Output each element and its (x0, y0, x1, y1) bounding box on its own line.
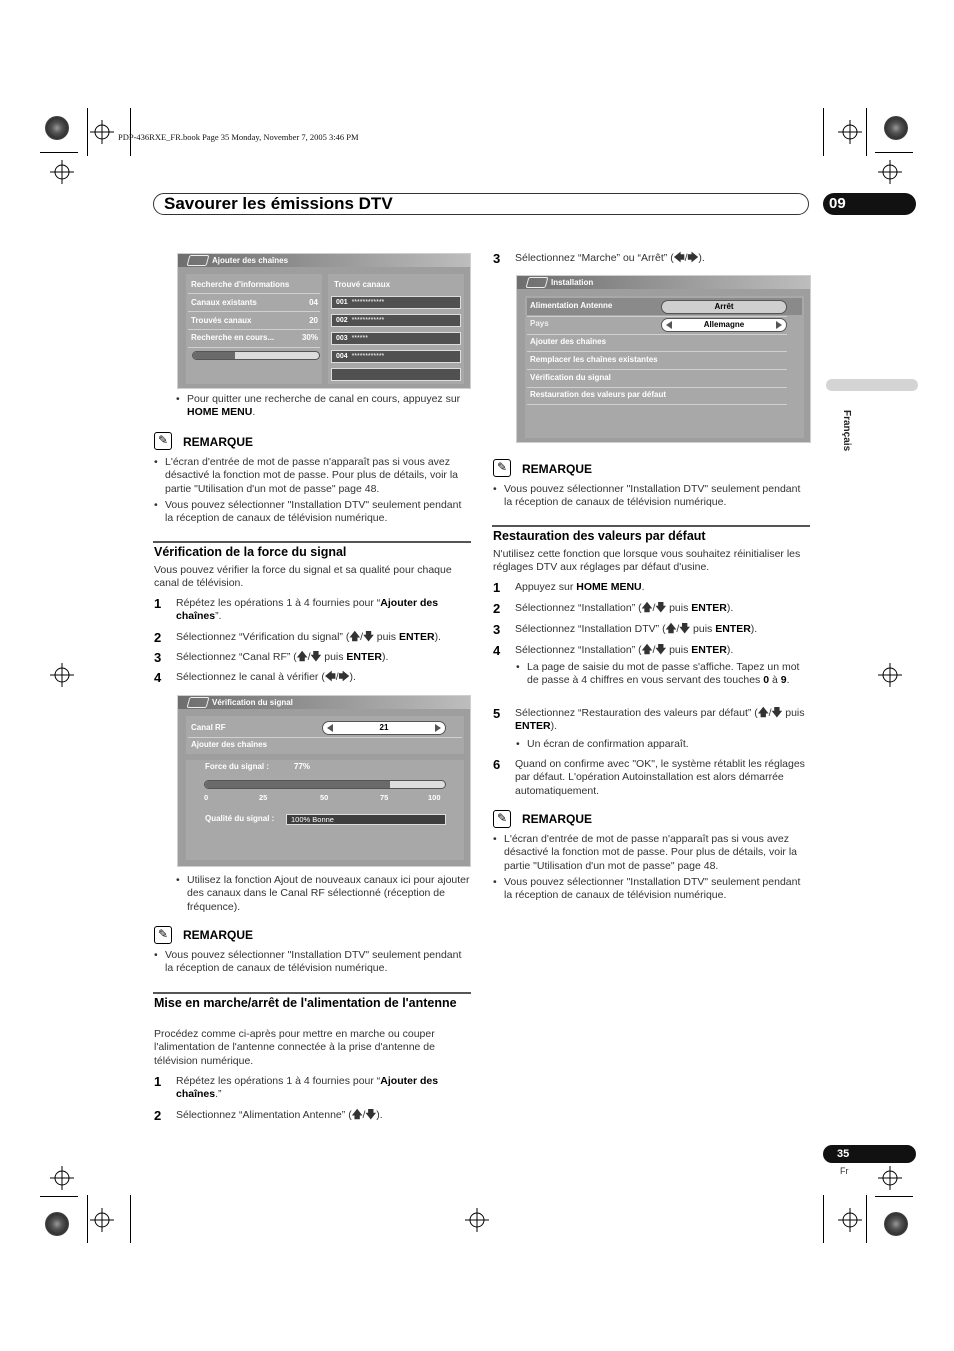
step-text-part: puis (666, 602, 692, 614)
step-text-part: / (676, 623, 680, 635)
step-text-part: Sélectionnez “Marche” ou “Arrêt” ( (515, 252, 674, 264)
crosshair-icon (90, 120, 114, 144)
step-text-part: puis (690, 623, 716, 635)
crosshair-icon (50, 160, 74, 184)
screen-title: Installation (517, 276, 810, 289)
step-text: Quand on confirme avec "OK", le système rétablit les réglages par défaut. L'opération Autoinstallation est alors démarrée automatiquement. (515, 758, 805, 797)
scale-tick: 50 (320, 793, 329, 802)
crosshair-icon (50, 1166, 74, 1190)
screen-title: Ajouter des chaînes (178, 254, 470, 267)
step-number: 1 (154, 596, 162, 611)
step-text (176, 597, 471, 624)
channel-row (331, 350, 461, 363)
arrow-up-icon: 🡅 (351, 1109, 363, 1121)
arrow-up-icon: 🡅 (665, 623, 677, 635)
section-intro: N'utilisez cette fonction que lorsque vous souhaitez réinitialiser les réglages DTV aux réglages par défaut d'usine. (493, 548, 801, 574)
step-text (515, 252, 810, 265)
arrow-right-icon (435, 724, 441, 732)
step-text-part: Sélectionnez “Canal RF” ( (176, 651, 297, 663)
section-rule (153, 992, 471, 994)
menu-item-antenna-power: Alimentation Antenne (530, 301, 613, 310)
step-number: 6 (493, 757, 501, 772)
menu-item-country: Pays (530, 319, 549, 328)
bullet-item (187, 393, 471, 420)
section-intro: Procédez comme ci-après pour mettre en marche ou couper l'alimentation de l'antenne connectée à la prise d'antenne de télévision numérique. (154, 1028, 435, 1067)
crosshair-icon (465, 1208, 489, 1232)
signal-quality-value: 100% Bonne (286, 814, 446, 825)
step-text (176, 631, 471, 644)
note-pencil-icon: ✎ (154, 432, 172, 450)
channel-number: 003 (336, 335, 348, 342)
bullet-item (187, 874, 471, 914)
crop-line (87, 1195, 88, 1243)
section-title-restore: Restauration des valeurs par défaut (493, 529, 706, 543)
arrow-up-icon: 🡅 (641, 602, 653, 614)
step-text (515, 581, 810, 594)
step-text-part: ). (434, 631, 441, 643)
channel-name: ************ (351, 299, 385, 306)
scale-tick: 75 (380, 793, 389, 802)
arrow-left-icon (666, 321, 672, 329)
section-intro: Vous pouvez vérifier la force du signal et sa qualité pour chaque canal de télévision. (154, 564, 452, 590)
signal-strength-label: Force du signal : (205, 762, 270, 771)
antenna-power-value: Arrêt (661, 300, 787, 314)
step-text-part: / (652, 602, 656, 614)
arrow-right-icon: 🡆 (687, 252, 699, 264)
note-heading: REMARQUE (183, 928, 254, 942)
arrow-right-icon: 🡆 (338, 671, 350, 683)
step-text-part: / (652, 644, 656, 656)
step-text-part: Sélectionnez “Installation” ( (515, 602, 642, 614)
tv-screen-icon (526, 277, 549, 288)
menu-item-replace-channels: Remplacer les chaînes existantes (530, 355, 658, 364)
step-text (176, 651, 471, 664)
info-row-value: 04 (309, 298, 318, 307)
key-enter: ENTER (715, 623, 751, 635)
section-rule (492, 525, 810, 527)
step-text-part: ). (750, 623, 758, 635)
key-enter: ENTER (515, 720, 551, 733)
key-digit: 9 (780, 674, 787, 687)
sub-bullet-text: à (769, 674, 781, 687)
scale-tick: 100 (428, 793, 441, 802)
arrow-left-icon: 🡄 (673, 252, 685, 264)
crosshair-icon (838, 120, 862, 144)
key-home-menu: HOME MENU (187, 406, 253, 419)
note-text: Vous pouvez sélectionner "Installation DTV" seulement pendant la réception de canaux de télévision numérique. (504, 483, 801, 509)
arrow-up-icon: 🡅 (757, 707, 769, 719)
step-text-part: Répétez les opérations 1 à 4 fournies pour “ (176, 1075, 381, 1087)
step-text-part: / (360, 631, 364, 643)
step-text-part: Sélectionnez “Installation” ( (515, 644, 642, 656)
section-rule (153, 541, 471, 543)
arrow-up-icon: 🡅 (641, 644, 653, 656)
step-text-part: Sélectionnez “Installation DTV” ( (515, 623, 666, 635)
step-text-part: ). (550, 720, 558, 733)
step-text-part: / (335, 671, 339, 683)
crop-line (823, 1195, 824, 1243)
registration-disc-icon (45, 1212, 69, 1236)
crosshair-icon (50, 663, 74, 687)
country-value: Allemagne (676, 320, 772, 330)
channel-row (331, 332, 461, 345)
step-text-part: ). (376, 1109, 383, 1121)
scale-tick: 25 (259, 793, 268, 802)
screen-signal-check (177, 695, 471, 867)
crop-line (40, 1196, 78, 1197)
step-text-part: . (641, 581, 645, 593)
sub-bullet (527, 661, 810, 688)
signal-strength-value: 77% (294, 762, 311, 771)
step-text-part: puis (321, 651, 347, 663)
step-text-part: / (362, 1109, 366, 1121)
info-row-value: 20 (309, 316, 318, 325)
crop-line (823, 108, 824, 156)
arrow-down-icon: 🡇 (679, 623, 691, 635)
add-channels-label: Ajouter des chaînes (191, 740, 268, 749)
note-text: L'écran d'entrée de mot de passe n'apparaît pas si vous avez désactivé la fonction mot de passe. Pour plus de détails, voir la partie "Utilisation d'un mot de passe" page 48. (165, 456, 458, 495)
found-channels-header: Trouvé canaux (334, 280, 391, 289)
step-number: 1 (493, 580, 501, 595)
tv-screen-icon (187, 255, 210, 266)
arrow-left-icon: 🡄 (324, 671, 336, 683)
note-heading: REMARQUE (522, 462, 593, 476)
sub-bullet (527, 738, 810, 751)
sub-bullet-text: Un écran de confirmation apparaît. (527, 738, 689, 750)
key-home-menu: HOME MENU (576, 581, 642, 593)
info-row-label: Canaux existants (191, 298, 257, 307)
step-text-part: Répétez les opérations 1 à 4 fournies pour “ (176, 597, 381, 609)
crop-line (40, 152, 78, 153)
divider (527, 404, 787, 405)
search-progress-fill (193, 352, 235, 359)
channel-name: ************ (351, 353, 385, 360)
crop-line (875, 1196, 913, 1197)
step-text-part: ). (698, 252, 705, 264)
arrow-left-icon (327, 724, 333, 732)
step-number: 3 (493, 622, 501, 637)
step-number: 1 (154, 1074, 162, 1089)
step-number: 2 (493, 601, 501, 616)
key-enter: ENTER (691, 602, 727, 614)
crosshair-icon (878, 663, 902, 687)
arrow-down-icon: 🡇 (655, 602, 667, 614)
step-text-part: ”. (215, 610, 222, 623)
step-text-part: Appuyez sur (515, 581, 577, 593)
page-number: 35 (823, 1145, 916, 1163)
divider (188, 293, 320, 294)
note-item (504, 483, 810, 510)
menu-item-restore-defaults: Restauration des valeurs par défaut (530, 390, 667, 399)
divider (188, 347, 320, 348)
section-title-antenna: Mise en marche/arrêt de l'alimentation de l'antenne (154, 996, 457, 1010)
note-heading: REMARQUE (183, 435, 254, 449)
step-text-part: Sélectionnez “Restauration des valeurs par défaut” ( (515, 707, 758, 719)
step-text-bold: Ajouter des chaînes (176, 1075, 439, 1101)
channel-number: 002 (336, 317, 348, 324)
key-enter: ENTER (691, 644, 727, 656)
step-text-part: / (768, 707, 772, 719)
note-pencil-icon: ✎ (154, 926, 172, 944)
crop-line (866, 108, 867, 156)
note-item (504, 833, 810, 873)
step-number: 3 (493, 251, 501, 266)
note-item (504, 876, 810, 903)
tv-screen-icon (187, 697, 210, 708)
crosshair-icon (878, 160, 902, 184)
divider (527, 316, 787, 317)
step-number: 4 (154, 670, 162, 685)
arrow-down-icon: 🡇 (363, 631, 374, 643)
step-number: 3 (154, 650, 162, 665)
arrow-down-icon: 🡇 (771, 707, 783, 719)
arrow-down-icon: 🡇 (365, 1109, 377, 1121)
step-text (176, 1075, 471, 1102)
key-enter: ENTER (398, 631, 435, 643)
note-text: Vous pouvez sélectionner "Installation DTV" seulement pendant la réception de canaux de télévision numérique. (165, 949, 462, 975)
book-info-line: PDP-436RXE_FR.book Page 35 Monday, November 7, 2005 3:46 PM (118, 132, 359, 142)
step-number: 5 (493, 706, 501, 721)
step-text-bold: Ajouter des chaînes (176, 597, 439, 623)
registration-disc-icon (45, 116, 69, 140)
step-text (176, 1109, 471, 1122)
step-text-part: puis (666, 644, 692, 656)
channel-name: ****** (351, 335, 368, 342)
arrow-down-icon: 🡇 (655, 644, 667, 656)
menu-item-signal-check: Vérification du signal (530, 373, 611, 382)
step-text-part: ). (349, 671, 356, 683)
search-progress-bar (192, 351, 320, 360)
step-number: 2 (154, 630, 162, 645)
arrow-up-icon: 🡅 (349, 631, 361, 643)
step-text-part: ). (726, 644, 734, 656)
channel-name: ************ (351, 317, 385, 324)
signal-strength-fill (205, 781, 390, 788)
info-row-value: 30% (301, 333, 318, 342)
note-text: L'écran d'entrée de mot de passe n'apparaît pas si vous avez désactivé la fonction mot de passe. Pour plus de détails, voir la partie "Utilisation d'un mot de passe" page 48. (504, 833, 797, 872)
crop-line (87, 108, 88, 156)
step-text (515, 602, 810, 615)
language-label: Français (841, 410, 852, 452)
screen-title: Vérification du signal (178, 696, 470, 709)
sub-bullet-text: . (786, 674, 790, 687)
page-language: Fr (840, 1166, 849, 1176)
step-text (515, 644, 810, 657)
step-number: 2 (154, 1108, 162, 1123)
step-text-part: ). (382, 651, 389, 663)
step-text (515, 623, 810, 636)
screen-add-channels (177, 253, 471, 389)
rf-channel-label: Canal RF (191, 723, 226, 732)
info-row-label: Recherche en cours... (191, 333, 275, 342)
key-digit: 0 (763, 674, 770, 687)
step-number: 4 (493, 643, 501, 658)
section-title-signal: Vérification de la force du signal (154, 545, 347, 559)
channel-row (331, 314, 461, 327)
rf-channel-selector (322, 721, 446, 735)
step-text-part: ). (726, 602, 734, 614)
note-item (165, 499, 471, 526)
info-row-label: Trouvés canaux (191, 316, 252, 325)
note-text: Vous pouvez sélectionner "Installation DTV" seulement pendant la réception de canaux de télévision numérique. (165, 499, 462, 525)
crop-line (875, 152, 913, 153)
note-text: Vous pouvez sélectionner "Installation DTV" seulement pendant la réception de canaux de télévision numérique. (504, 876, 801, 902)
step-text-part: Sélectionnez “Alimentation Antenne” ( (176, 1109, 352, 1121)
arrow-right-icon (776, 321, 782, 329)
info-row-label: Recherche d'informations (191, 280, 290, 289)
step-text-part: Sélectionnez “Vérification du signal” ( (176, 631, 350, 643)
rf-channel-value: 21 (337, 723, 431, 733)
step-text-part: puis (782, 707, 805, 719)
step-text-part: / (307, 651, 311, 663)
country-selector (661, 318, 787, 332)
crosshair-icon (838, 1208, 862, 1232)
key-enter: ENTER (346, 651, 383, 663)
step-text-part: .” (215, 1088, 222, 1101)
bullet-text: Pour quitter une recherche de canal en cours, appuyez sur (187, 393, 461, 405)
note-item (165, 456, 471, 496)
bullet-text: Utilisez la fonction Ajout de nouveaux canaux ici pour ajouter des canaux dans le Canal RF sélectionné (réception de fréquence). (187, 874, 470, 913)
note-pencil-icon: ✎ (493, 810, 511, 828)
arrow-down-icon: 🡇 (310, 651, 322, 663)
crop-line (130, 1195, 131, 1243)
channel-number: 001 (336, 299, 348, 306)
crosshair-icon (878, 1166, 902, 1190)
sub-bullet-text: La page de saisie du mot de passe s'affiche. Tapez un mot de passe à 4 chiffres en vous servant des touches (527, 661, 800, 687)
step-text-part: puis (373, 631, 399, 643)
arrow-up-icon: 🡅 (296, 651, 308, 663)
step-text-part: Sélectionnez le canal à vérifier ( (176, 671, 325, 683)
chapter-title: Savourer les émissions DTV (164, 194, 393, 213)
channel-row-empty (331, 368, 461, 381)
registration-disc-icon (884, 1212, 908, 1236)
note-pencil-icon: ✎ (493, 459, 511, 477)
crop-line (866, 1195, 867, 1243)
signal-quality-label: Qualité du signal : (205, 814, 275, 823)
screen-installation (516, 275, 811, 443)
chapter-number: 09 (823, 193, 916, 215)
registration-disc-icon (884, 116, 908, 140)
signal-panel (186, 760, 464, 860)
signal-strength-bar (204, 780, 446, 789)
bullet-text: . (252, 406, 256, 419)
divider (188, 311, 320, 312)
scale-tick: 0 (204, 793, 209, 802)
step-text-part: / (684, 252, 688, 264)
step-text (515, 707, 810, 734)
channel-row (331, 296, 461, 309)
channel-number: 004 (336, 353, 348, 360)
note-item (165, 949, 471, 976)
language-tab (826, 379, 918, 391)
crosshair-icon (90, 1208, 114, 1232)
note-heading: REMARQUE (522, 812, 593, 826)
step-text (176, 671, 471, 684)
menu-item-add-channels: Ajouter des chaînes (530, 337, 607, 346)
